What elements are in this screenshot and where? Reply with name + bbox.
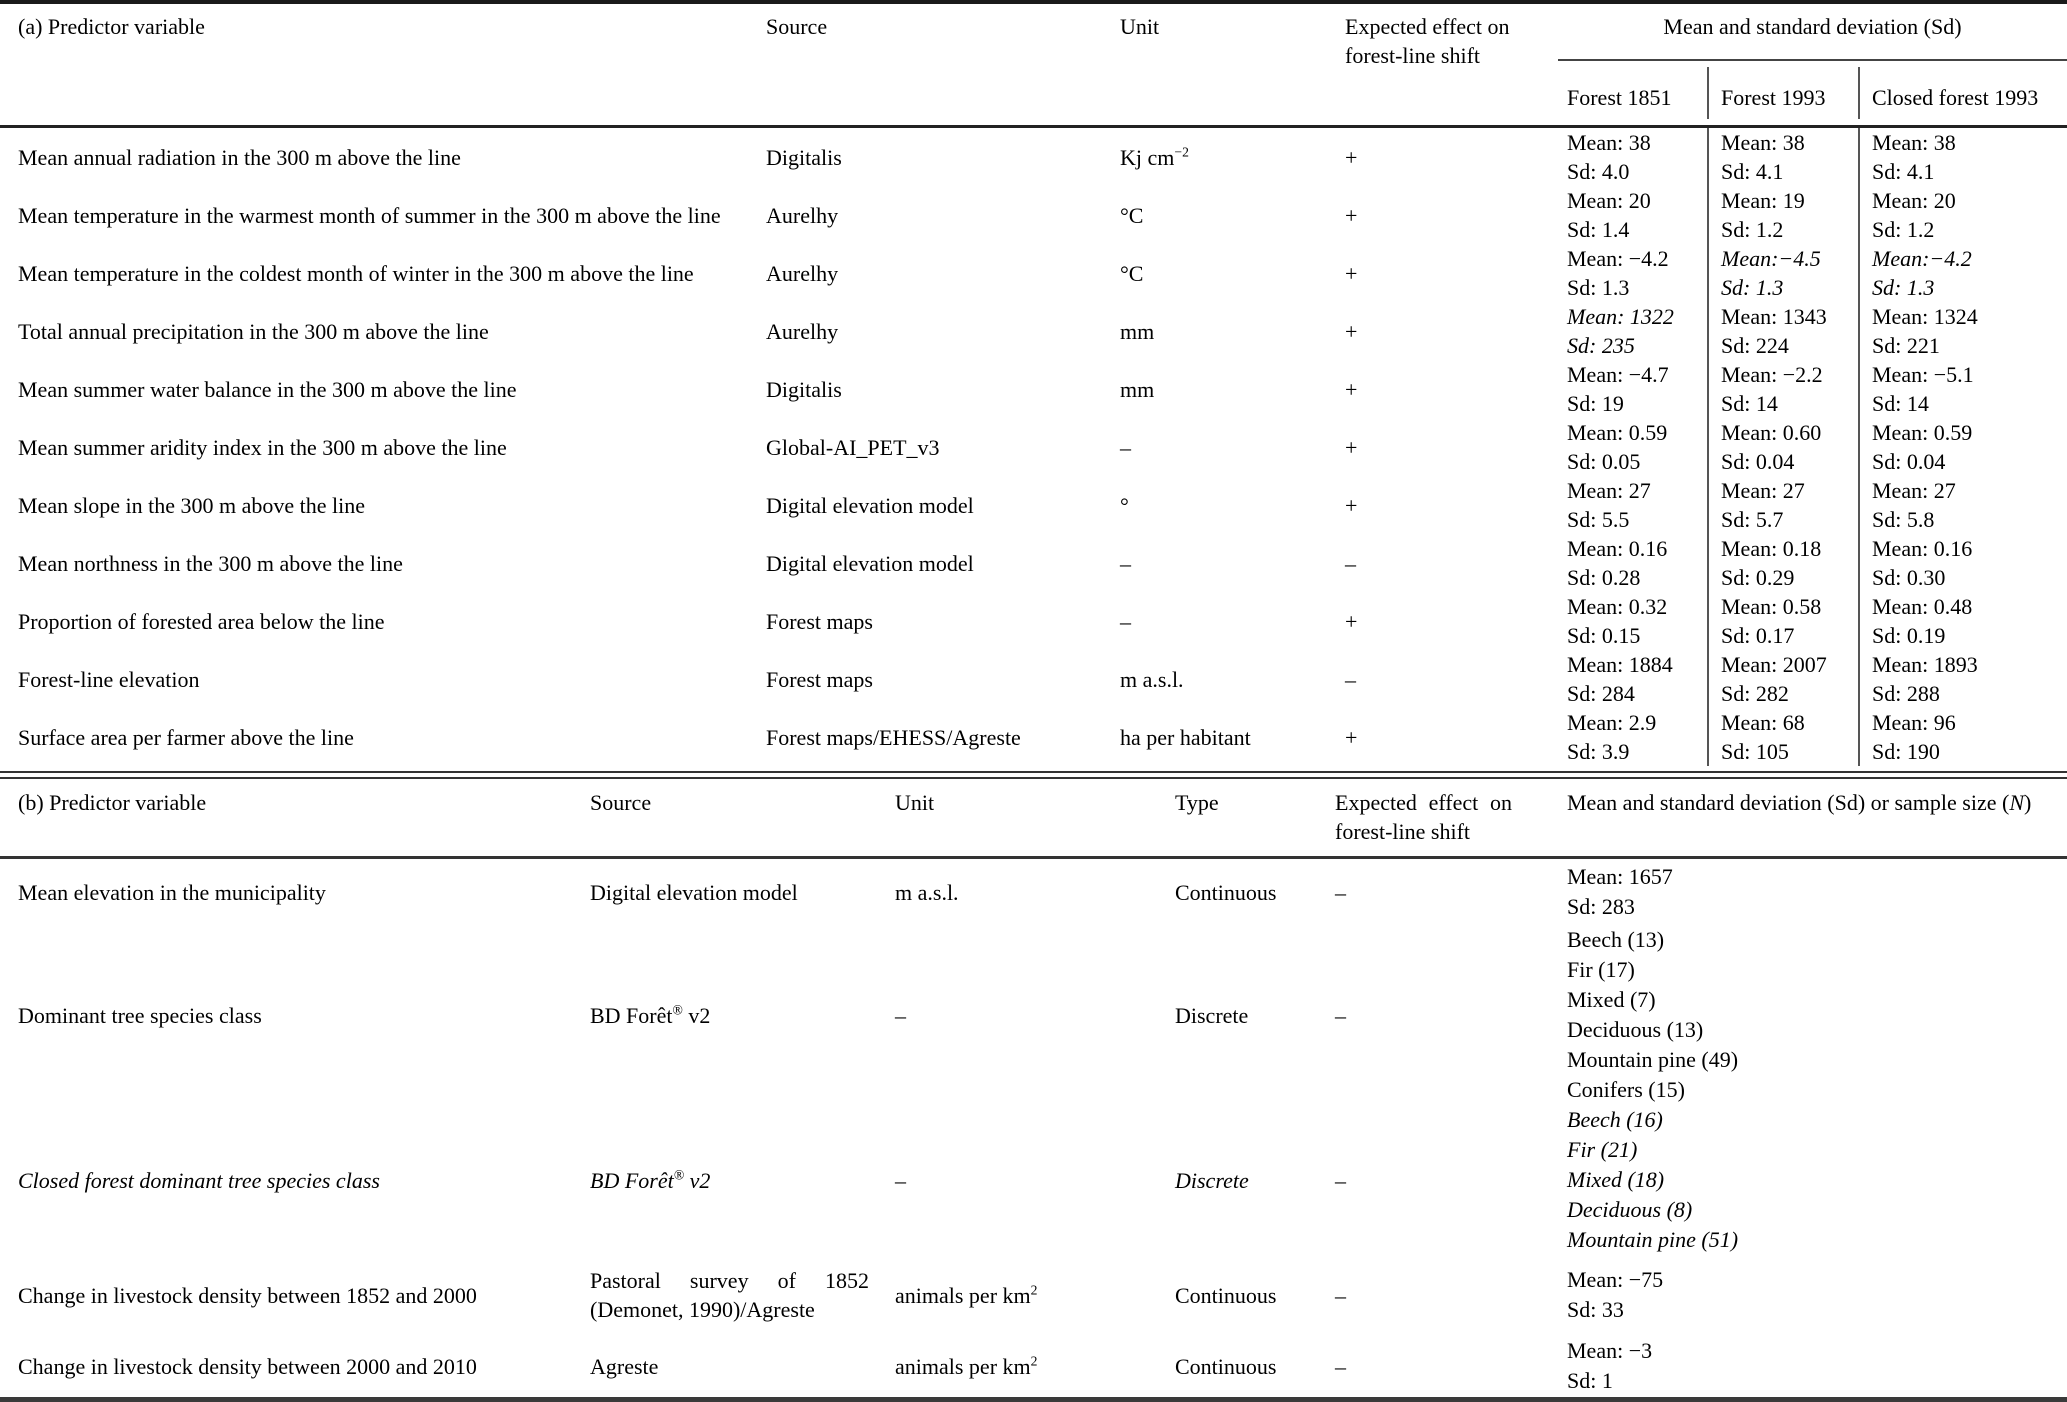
type-cell: Continuous [1175, 1353, 1277, 1379]
source-cell: Digital elevation model [766, 492, 974, 518]
variable-cell: Change in livestock density between 1852 and 2000 [18, 1282, 477, 1308]
variable-cell: Proportion of forested area below the line [18, 608, 385, 634]
stat-forest1851-cell: Mean: 1884 Sd: 284 [1567, 652, 1673, 706]
sample-size-n: N [2009, 790, 2024, 815]
header-b-unit: Unit [895, 790, 935, 815]
variable-cell: Surface area per farmer above the line [18, 724, 354, 750]
stat-forest1851-cell: Mean: 38 Sd: 4.0 [1567, 130, 1651, 184]
variable-cell: Forest-line elevation [18, 666, 200, 692]
header-b-source: Source [590, 790, 652, 815]
source-cell: Agreste [590, 1353, 659, 1379]
source-cell: Aurelhy [766, 318, 839, 344]
stat-forest1993-cell: Mean:−4.5 Sd: 1.3 [1707, 244, 1858, 302]
effect-cell: + [1345, 376, 1358, 402]
table-row [0, 244, 2067, 302]
variable-cell: Mean annual radiation in the 300 m above the line [18, 144, 461, 170]
variable-cell: Mean slope in the 300 m above the line [18, 492, 366, 518]
header-a-stats-subrow [1558, 61, 2067, 125]
effect-cell: + [1345, 724, 1358, 750]
unit-cell: – [1120, 434, 1131, 460]
registered-mark: ® [672, 1002, 683, 1018]
stat-forest1993-cell: Mean: 27 Sd: 5.7 [1707, 476, 1858, 534]
unit-cell: animals per $km^2$ [895, 1353, 1038, 1379]
table-row [0, 1335, 2067, 1402]
stat-forest1993-cell: Mean: 0.18 Sd: 0.29 [1707, 534, 1858, 592]
header-a-sub-forest1851: Forest 1851 [1567, 84, 1672, 110]
table-row [0, 650, 2067, 708]
header-a-unit: Unit [1120, 14, 1160, 39]
source-cell: Pastoral survey of 1852 (Demonet, 1990)/Agreste [590, 1268, 869, 1322]
header-a-source: Source [766, 14, 828, 39]
variable-cell: Change in livestock density between 2000 and 2010 [18, 1353, 477, 1379]
table-row [0, 360, 2067, 418]
stat-closedforest1993-cell: Mean: 0.16 Sd: 0.30 [1858, 534, 2067, 592]
effect-cell: – [1335, 1002, 1346, 1028]
variable-cell: Mean northness in the 300 m above the line [18, 550, 403, 576]
values-cell: Mean: 1657 Sd: 283 [1567, 864, 1673, 919]
source-cell: Forest maps/EHESS/Agreste [766, 724, 1021, 750]
effect-cell: – [1345, 666, 1356, 692]
stat-forest1851-cell: Mean: 0.16 Sd: 0.28 [1567, 536, 1668, 590]
table-row [0, 592, 2067, 650]
stat-closedforest1993-cell: Mean: 1324 Sd: 221 [1858, 302, 2067, 360]
unit-cell: – [895, 1167, 906, 1193]
stat-forest1993-cell: Mean: −2.2 Sd: 14 [1707, 360, 1858, 418]
stat-forest1851-cell: Mean: 0.32 Sd: 0.15 [1567, 594, 1668, 648]
table-row [0, 1255, 2067, 1335]
type-cell: Discrete [1175, 1002, 1249, 1028]
effect-cell: + [1345, 434, 1358, 460]
unit-cell: m a.s.l. [895, 879, 959, 905]
header-b-type: Type [1175, 790, 1219, 815]
table-row [0, 302, 2067, 360]
type-cell: Continuous [1175, 1282, 1277, 1308]
stat-closedforest1993-cell: Mean: 38 Sd: 4.1 [1858, 128, 2067, 186]
stat-closedforest1993-cell: Mean: 96 Sd: 190 [1858, 708, 2067, 766]
values-cell: Beech (16) Fir (21) Mixed (18) Deciduous (8) Mountain pine (51) [1567, 1107, 1739, 1252]
effect-cell: + [1345, 202, 1358, 228]
header-a-stats-group [1558, 4, 2067, 125]
table-row [0, 128, 2067, 186]
stat-closedforest1993-cell: Mean: 27 Sd: 5.8 [1858, 476, 2067, 534]
table-row [0, 708, 2067, 766]
stat-forest1993-cell: Mean: 1343 Sd: 224 [1707, 302, 1858, 360]
unit-cell: – [1120, 550, 1131, 576]
section-divider-rule [0, 771, 2067, 779]
table-row [0, 1105, 2067, 1255]
effect-cell: – [1335, 1167, 1346, 1193]
effect-cell: – [1335, 1282, 1346, 1308]
table-row [0, 418, 2067, 476]
stat-forest1851-cell: Mean: 2.9 Sd: 3.9 [1567, 710, 1657, 764]
stat-closedforest1993-cell: Mean: −5.1 Sd: 14 [1858, 360, 2067, 418]
stat-forest1851-cell: Mean: 1322 Sd: 235 [1567, 304, 1674, 358]
unit-superscript: 2 [1030, 1353, 1038, 1369]
stat-forest1851-cell: Mean: −4.7 Sd: 19 [1567, 362, 1669, 416]
values-cell: Mean: −75 Sd: 33 [1567, 1267, 1664, 1322]
effect-cell: – [1335, 1353, 1346, 1379]
source-cell: Forest maps [766, 666, 873, 692]
source-cell: Digitalis [766, 144, 842, 170]
source-cell: BD Forêt® v2 [590, 1167, 711, 1193]
values-cell: Beech (13) Fir (17) Mixed (7) Deciduous (13) Mountain pine (49) Conifers (15) [1567, 927, 1739, 1102]
header-a-sub-closedforest1993: Closed forest 1993 [1858, 67, 2067, 119]
stat-closedforest1993-cell: Mean:−4.2 Sd: 1.3 [1858, 244, 2067, 302]
stat-closedforest1993-cell: Mean: 20 Sd: 1.2 [1858, 186, 2067, 244]
unit-superscript: 2 [1030, 1282, 1038, 1298]
unit-cell: – [895, 1002, 906, 1028]
variable-cell: Total annual precipitation in the 300 m above the line [18, 318, 489, 344]
effect-cell: + [1345, 492, 1358, 518]
stat-closedforest1993-cell: Mean: 0.48 Sd: 0.19 [1858, 592, 2067, 650]
variable-cell: Dominant tree species class [18, 1002, 262, 1028]
table-b-header [0, 779, 2067, 859]
source-cell: Global-AI_PET_v3 [766, 434, 940, 460]
stat-forest1993-cell: Mean: 38 Sd: 4.1 [1707, 128, 1858, 186]
header-b-variable: (b) Predictor variable [18, 790, 207, 815]
variable-cell: Mean summer water balance in the 300 m above the line [18, 376, 517, 402]
stat-forest1993-cell: Mean: 19 Sd: 1.2 [1707, 186, 1858, 244]
table-row [0, 859, 2067, 925]
stat-forest1993-cell: Mean: 68 Sd: 105 [1707, 708, 1858, 766]
source-cell: Digitalis [766, 376, 842, 402]
table-row [0, 534, 2067, 592]
values-cell: Mean: −3 Sd: 1 [1567, 1338, 1653, 1393]
unit-cell: – [1120, 608, 1131, 634]
stat-forest1851-cell: Mean: −4.2 Sd: 1.3 [1567, 246, 1669, 300]
effect-cell: – [1345, 550, 1356, 576]
stat-forest1993-cell: Mean: 0.60 Sd: 0.04 [1707, 418, 1858, 476]
table-row [0, 476, 2067, 534]
table-row [0, 925, 2067, 1105]
source-cell: Aurelhy [766, 260, 839, 286]
header-a-effect: Expected effect on forest-line shift [1345, 14, 1510, 68]
stat-forest1993-cell: Mean: 2007 Sd: 282 [1707, 650, 1858, 708]
type-cell: Discrete [1175, 1167, 1249, 1193]
type-cell: Continuous [1175, 879, 1277, 905]
stat-forest1851-cell: Mean: 27 Sd: 5.5 [1567, 478, 1651, 532]
stat-closedforest1993-cell: Mean: 1893 Sd: 288 [1858, 650, 2067, 708]
unit-cell: ha per habitant [1120, 724, 1251, 750]
table-a-header [0, 4, 2067, 128]
source-cell: Aurelhy [766, 202, 839, 228]
unit-cell: ° [1120, 492, 1129, 518]
effect-cell: + [1345, 318, 1358, 344]
variable-cell: Mean temperature in the warmest month of summer in the 300 m above the line [18, 202, 721, 228]
unit-cell: °C [1120, 260, 1144, 286]
source-cell: Forest maps [766, 608, 873, 634]
unit-superscript: −2 [1174, 144, 1189, 160]
stat-forest1851-cell: Mean: 0.59 Sd: 0.05 [1567, 420, 1668, 474]
variable-cell: Closed forest dominant tree species class [18, 1167, 380, 1193]
variable-cell: Mean temperature in the coldest month of winter in the 300 m above the line [18, 260, 694, 286]
effect-cell: + [1345, 144, 1358, 170]
unit-cell: mm [1120, 318, 1155, 344]
stat-forest1993-cell: Mean: 0.58 Sd: 0.17 [1707, 592, 1858, 650]
source-cell: BD Forêt® v2 [590, 1002, 711, 1028]
header-a-sub-forest1993: Forest 1993 [1707, 67, 1858, 119]
source-cell: Digital elevation model [590, 879, 798, 905]
header-b-stats: Mean and standard deviation (Sd) or sample size (N) [1567, 790, 2032, 815]
registered-mark: ® [673, 1167, 685, 1183]
effect-cell: + [1345, 608, 1358, 634]
header-a-variable: (a) Predictor variable [18, 14, 205, 39]
table-row [0, 186, 2067, 244]
unit-cell: m a.s.l. [1120, 666, 1184, 692]
variable-cell: Mean elevation in the municipality [18, 879, 326, 905]
stat-forest1851-cell: Mean: 20 Sd: 1.4 [1567, 188, 1651, 242]
stat-closedforest1993-cell: Mean: 0.59 Sd: 0.04 [1858, 418, 2067, 476]
header-a-stats-title: Mean and standard deviation (Sd) [1558, 4, 2067, 61]
unit-cell: °C [1120, 202, 1144, 228]
unit-cell: animals per $km^2$ [895, 1282, 1038, 1308]
effect-cell: + [1345, 260, 1358, 286]
header-b-effect: Expected effect on forest-line shift [1335, 790, 1512, 844]
variable-cell: Mean summer aridity index in the 300 m above the line [18, 434, 507, 460]
unit-cell: Kj $cm^{-2}$ [1120, 144, 1189, 170]
unit-cell: mm [1120, 376, 1155, 402]
source-cell: Digital elevation model [766, 550, 974, 576]
effect-cell: – [1335, 879, 1346, 905]
